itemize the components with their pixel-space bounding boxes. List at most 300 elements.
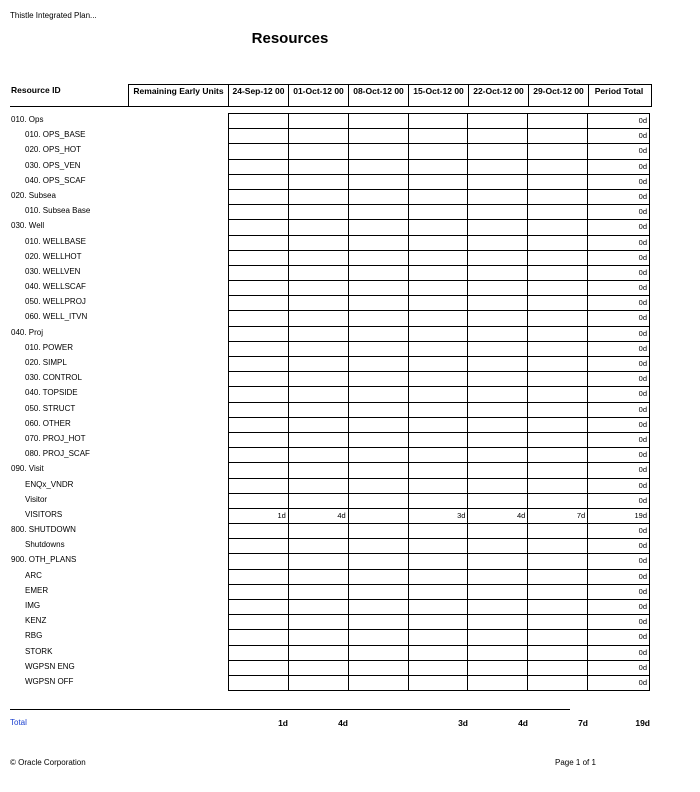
period-cell (528, 266, 588, 280)
resource-label: 010. Ops (11, 115, 44, 124)
period-cell (528, 433, 588, 447)
resource-label: 030. Well (11, 221, 45, 231)
period-cell (468, 646, 528, 660)
total-label: Total (10, 718, 27, 727)
row-value-grid (228, 356, 650, 371)
table-row (10, 660, 652, 675)
table-row (10, 629, 652, 644)
period-cell: 4d (289, 509, 349, 523)
period-cell (409, 266, 469, 280)
period-cell (349, 327, 409, 341)
period-total-cell: 0d (588, 494, 650, 508)
header-period-total: Period Total (594, 86, 644, 96)
period-cell (229, 372, 289, 386)
table-row (10, 310, 652, 325)
period-cell (409, 418, 469, 432)
period-total-cell: 0d (588, 585, 650, 599)
table-row (10, 326, 652, 341)
period-cell (229, 630, 289, 644)
period-cell (349, 524, 409, 538)
period-cell (349, 463, 409, 477)
period-cell (289, 433, 349, 447)
resource-label: 040. WELLSCAF (25, 282, 86, 292)
period-cell (349, 281, 409, 295)
row-value-grid (228, 250, 650, 265)
resource-label: ARC (25, 570, 42, 580)
period-cell (349, 585, 409, 599)
period-cell (229, 296, 289, 310)
period-cell (409, 448, 469, 462)
resource-label: KENZ (25, 616, 47, 626)
period-cell (409, 311, 469, 325)
row-value-grid (228, 280, 650, 295)
period-cell (229, 236, 289, 250)
period-cell (468, 585, 528, 599)
resource-label: Visitor (25, 494, 48, 504)
header-remaining-early-units: Remaining Early Units (129, 85, 229, 106)
row-value-grid (228, 508, 650, 523)
period-cell (409, 357, 469, 371)
period-cell (229, 554, 289, 568)
period-cell (409, 600, 469, 614)
period-cell (349, 357, 409, 371)
period-cell (409, 676, 469, 690)
period-cell (289, 342, 349, 356)
footer-copyright: © Oracle Corporation (10, 758, 86, 767)
period-cell (349, 615, 409, 629)
period-cell (349, 236, 409, 250)
table-row (10, 235, 652, 250)
app-title: Thistle Integrated Plan... (10, 11, 97, 20)
period-cell (349, 251, 409, 265)
period-cell (468, 220, 528, 234)
period-cell (349, 661, 409, 675)
row-value-grid (228, 265, 650, 280)
period-total-cell: 0d (588, 205, 650, 219)
period-total-cell: 0d (588, 129, 650, 143)
period-total-cell: 0d (588, 236, 650, 250)
period-cell: 7d (528, 509, 588, 523)
period-cell (289, 236, 349, 250)
row-value-grid (228, 235, 650, 250)
period-total-cell: 0d (588, 251, 650, 265)
period-cell (468, 615, 528, 629)
period-cell (528, 129, 588, 143)
period-cell (468, 630, 528, 644)
total-period-4: 3d (458, 718, 468, 728)
period-cell (349, 554, 409, 568)
period-cell (409, 479, 469, 493)
period-cell (229, 433, 289, 447)
period-cell (229, 357, 289, 371)
period-cell (229, 281, 289, 295)
header-period-1: 24-Sep-12 00 (229, 85, 289, 106)
period-cell (229, 311, 289, 325)
period-cell (349, 387, 409, 401)
period-total-cell: 0d (588, 570, 650, 584)
period-cell (468, 236, 528, 250)
period-cell (468, 448, 528, 462)
footer-page-number: Page 1 of 1 (555, 758, 596, 767)
period-cell (289, 554, 349, 568)
period-cell (528, 311, 588, 325)
table-row (10, 128, 652, 143)
period-cell (528, 387, 588, 401)
row-value-grid (228, 645, 650, 660)
resource-label: 020. OPS_HOT (25, 145, 82, 155)
resource-label: 080. PROJ_SCAF (25, 449, 90, 459)
resource-label: 040. Proj (11, 327, 44, 337)
period-cell (289, 448, 349, 462)
period-cell (409, 144, 469, 158)
period-cell (349, 205, 409, 219)
period-cell (229, 524, 289, 538)
period-cell (468, 311, 528, 325)
period-cell (349, 630, 409, 644)
row-value-grid (228, 417, 650, 432)
period-total-cell: 19d (588, 509, 650, 523)
period-cell (289, 494, 349, 508)
period-cell (409, 129, 469, 143)
row-value-grid (228, 584, 650, 599)
period-cell (468, 175, 528, 189)
period-cell (468, 129, 528, 143)
row-value-grid (228, 432, 650, 447)
period-cell (468, 494, 528, 508)
period-cell (229, 676, 289, 690)
table-row (10, 675, 652, 690)
period-cell (349, 676, 409, 690)
table-row (10, 508, 652, 523)
period-cell (468, 524, 528, 538)
period-cell (229, 570, 289, 584)
table-header (128, 84, 652, 107)
period-total-cell: 0d (588, 448, 650, 462)
period-cell (528, 661, 588, 675)
period-cell (289, 175, 349, 189)
period-cell (229, 114, 289, 128)
period-total-cell: 0d (588, 418, 650, 432)
resource-label: 060. WELL_ITVN (25, 312, 88, 322)
period-cell (349, 479, 409, 493)
period-total-cell: 0d (588, 630, 650, 644)
period-cell (528, 175, 588, 189)
period-total-cell: 0d (588, 296, 650, 310)
period-total-cell: 0d (588, 600, 650, 614)
row-value-grid (228, 478, 650, 493)
period-total-cell: 0d (588, 266, 650, 280)
period-total-cell: 0d (588, 175, 650, 189)
period-cell (468, 570, 528, 584)
resource-label: 020. Subsea (11, 190, 56, 200)
total-period-5: 4d (518, 718, 528, 728)
resource-label: 900. OTH_PLANS (11, 555, 77, 565)
total-period-2: 4d (338, 718, 348, 728)
period-cell (349, 220, 409, 234)
period-cell (229, 403, 289, 417)
row-value-grid (228, 660, 650, 675)
table-row (10, 143, 652, 158)
period-cell (229, 479, 289, 493)
table-row (10, 371, 652, 386)
table-row (10, 356, 652, 371)
row-value-grid (228, 386, 650, 401)
period-cell (468, 463, 528, 477)
period-cell (349, 448, 409, 462)
period-cell (349, 418, 409, 432)
period-cell (528, 236, 588, 250)
period-cell (468, 676, 528, 690)
period-cell (229, 585, 289, 599)
row-value-grid (228, 462, 650, 477)
row-value-grid (228, 553, 650, 568)
row-value-grid (228, 310, 650, 325)
period-cell (409, 630, 469, 644)
period-cell (409, 281, 469, 295)
period-cell (349, 190, 409, 204)
period-cell (289, 296, 349, 310)
row-value-grid (228, 599, 650, 614)
period-total-cell: 0d (588, 342, 650, 356)
period-cell (349, 160, 409, 174)
resource-label: ENQx_VNDR (25, 479, 74, 489)
period-cell (289, 220, 349, 234)
report-title: Resources (251, 30, 329, 47)
period-cell (349, 342, 409, 356)
table-row (10, 645, 652, 660)
row-value-grid (228, 371, 650, 386)
period-cell (229, 661, 289, 675)
period-cell (289, 311, 349, 325)
resource-label: 030. CONTROL (25, 373, 82, 383)
period-cell (229, 387, 289, 401)
table-row (10, 478, 652, 493)
period-cell (289, 463, 349, 477)
period-cell (528, 494, 588, 508)
row-value-grid (228, 402, 650, 417)
table-row (10, 538, 652, 553)
period-cell (289, 570, 349, 584)
period-total-cell: 0d (588, 387, 650, 401)
row-value-grid (228, 614, 650, 629)
resource-label: 010. WELLBASE (25, 236, 86, 246)
period-cell (289, 661, 349, 675)
period-cell (528, 281, 588, 295)
period-total-cell: 0d (588, 160, 650, 174)
period-cell (528, 190, 588, 204)
period-cell (229, 463, 289, 477)
row-value-grid (228, 538, 650, 553)
period-cell (409, 372, 469, 386)
row-value-grid (228, 523, 650, 538)
period-cell (349, 403, 409, 417)
period-total-cell: 0d (588, 615, 650, 629)
table-row (10, 341, 652, 356)
period-cell (349, 372, 409, 386)
period-cell (528, 342, 588, 356)
period-cell (468, 327, 528, 341)
period-cell (468, 114, 528, 128)
period-cell (468, 205, 528, 219)
row-value-grid (228, 341, 650, 356)
period-cell (528, 160, 588, 174)
period-cell (349, 433, 409, 447)
resource-label: 060. OTHER (25, 418, 71, 428)
period-cell (468, 418, 528, 432)
period-cell (289, 144, 349, 158)
period-cell (468, 342, 528, 356)
table-row (10, 159, 652, 174)
period-cell (229, 494, 289, 508)
table-row (10, 584, 652, 599)
period-cell (349, 175, 409, 189)
period-cell (409, 236, 469, 250)
period-cell (528, 646, 588, 660)
period-cell (289, 281, 349, 295)
resource-label: RBG (25, 631, 43, 641)
period-cell (528, 554, 588, 568)
table-row (10, 447, 652, 462)
period-cell (289, 630, 349, 644)
period-cell (468, 554, 528, 568)
period-cell (468, 160, 528, 174)
period-cell (289, 676, 349, 690)
period-total-cell: 0d (588, 539, 650, 553)
period-cell (289, 539, 349, 553)
resource-label: 020. WELLHOT (25, 251, 82, 261)
period-cell (229, 600, 289, 614)
resource-label: 070. PROJ_HOT (25, 433, 86, 443)
period-cell (289, 403, 349, 417)
period-cell (468, 144, 528, 158)
table-row (10, 113, 652, 128)
period-cell (528, 114, 588, 128)
row-value-grid (228, 493, 650, 508)
table-row (10, 599, 652, 614)
table-row (10, 523, 652, 538)
resource-label: 800. SHUTDOWN (11, 525, 76, 535)
period-cell (229, 205, 289, 219)
period-cell (409, 570, 469, 584)
period-total-cell: 0d (588, 433, 650, 447)
table-row (10, 280, 652, 295)
period-cell (528, 205, 588, 219)
period-total-cell: 0d (588, 190, 650, 204)
row-value-grid (228, 143, 650, 158)
period-cell (468, 387, 528, 401)
period-total-cell: 0d (588, 311, 650, 325)
resource-label: 020. SIMPL (25, 358, 67, 367)
header-period-2: 01-Oct-12 00 (289, 85, 349, 106)
period-cell (409, 433, 469, 447)
period-total-cell: 0d (588, 661, 650, 675)
period-cell (409, 190, 469, 204)
period-cell (528, 357, 588, 371)
period-cell (349, 296, 409, 310)
period-cell (528, 524, 588, 538)
period-cell (468, 372, 528, 386)
header-resource-id (10, 84, 128, 107)
total-period-6: 7d (578, 718, 588, 728)
row-value-grid (228, 569, 650, 584)
period-cell (289, 266, 349, 280)
period-total-cell: 0d (588, 524, 650, 538)
period-cell (528, 251, 588, 265)
resource-label: 040. TOPSIDE (25, 388, 78, 398)
period-cell (289, 251, 349, 265)
table-row (10, 402, 652, 417)
row-value-grid (228, 219, 650, 234)
table-row (10, 432, 652, 447)
resource-label: EMER (25, 585, 49, 595)
period-cell (409, 160, 469, 174)
table-row (10, 204, 652, 219)
period-cell (349, 144, 409, 158)
row-value-grid (228, 189, 650, 204)
period-cell (528, 327, 588, 341)
period-cell (468, 266, 528, 280)
resource-label: 050. STRUCT (25, 403, 76, 413)
period-total-cell: 0d (588, 114, 650, 128)
period-total-cell: 0d (588, 220, 650, 234)
table-row (10, 553, 652, 568)
period-cell (528, 372, 588, 386)
resource-label: 010. POWER (25, 342, 74, 352)
period-cell (349, 646, 409, 660)
period-total-cell: 0d (588, 357, 650, 371)
row-value-grid (228, 204, 650, 219)
period-cell (229, 160, 289, 174)
period-cell (289, 372, 349, 386)
period-cell (289, 524, 349, 538)
period-cell (409, 205, 469, 219)
resource-label: VISITORS (25, 509, 63, 519)
period-cell (349, 570, 409, 584)
resource-label: IMG (25, 601, 41, 610)
period-cell (528, 570, 588, 584)
period-cell (289, 327, 349, 341)
period-cell (409, 342, 469, 356)
period-cell (468, 479, 528, 493)
period-cell (409, 661, 469, 675)
table-row (10, 493, 652, 508)
period-cell (528, 448, 588, 462)
period-cell (528, 144, 588, 158)
period-cell (229, 539, 289, 553)
period-total-cell: 0d (588, 327, 650, 341)
table-row (10, 614, 652, 629)
period-cell (349, 600, 409, 614)
period-cell (468, 251, 528, 265)
period-cell (528, 615, 588, 629)
resource-label: WGPSN OFF (25, 676, 74, 686)
period-cell (349, 311, 409, 325)
period-cell (409, 539, 469, 553)
period-cell (468, 433, 528, 447)
table-row (10, 295, 652, 310)
period-cell (289, 615, 349, 629)
header-period-6: 29-Oct-12 00 (529, 85, 589, 106)
period-cell (409, 524, 469, 538)
period-cell (468, 600, 528, 614)
row-value-grid (228, 447, 650, 462)
period-cell (229, 266, 289, 280)
period-cell (349, 539, 409, 553)
period-cell (229, 144, 289, 158)
row-value-grid (228, 675, 650, 691)
period-cell (229, 327, 289, 341)
period-cell (409, 615, 469, 629)
